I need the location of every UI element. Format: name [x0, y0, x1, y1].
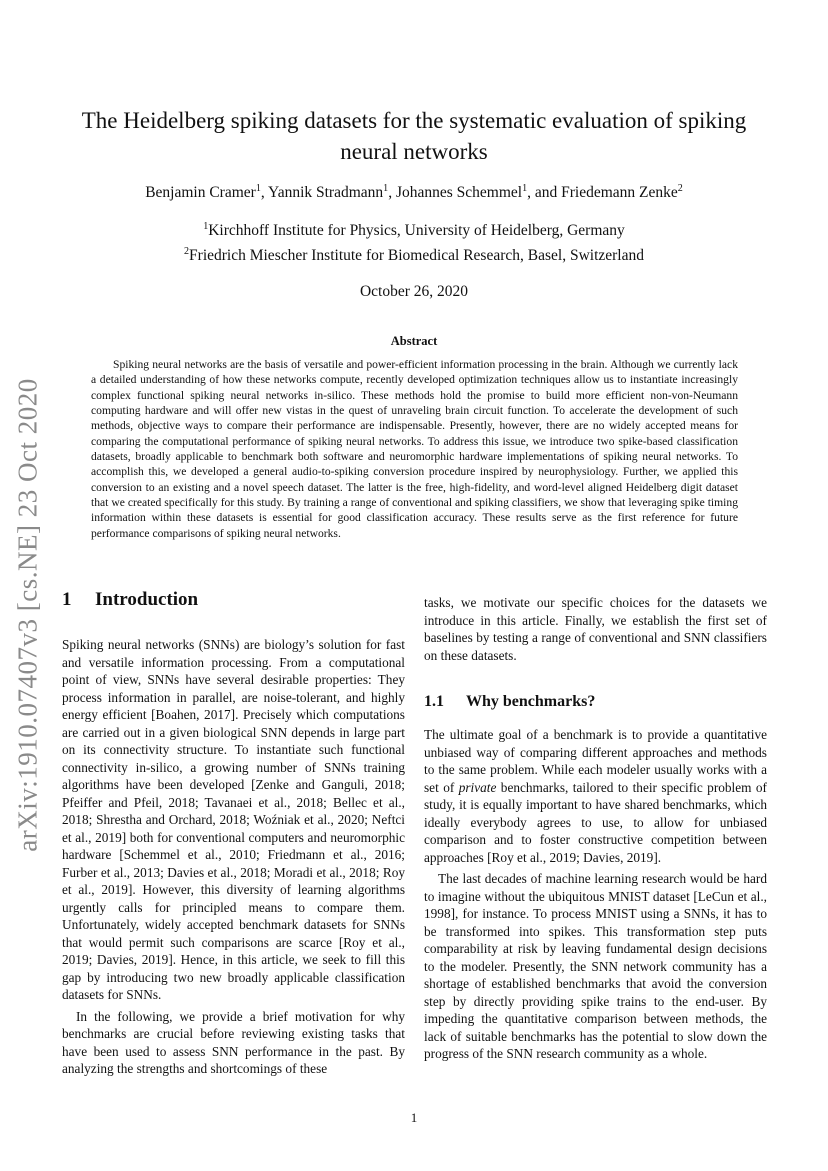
paragraph: In the following, we provide a brief motivation for why benchmarks are crucial before reviewing existing tasks that have been used to assess SNN performance in the past. By analyzing the strengths and shortcomings of these [62, 1008, 405, 1076]
author-list [80, 183, 748, 202]
author: Yannik Stradmann$^1$, [268, 183, 396, 202]
section-heading: 1 Introduction [62, 589, 199, 610]
author: Friedemann Zenke$^2$ [561, 183, 683, 202]
right-column [424, 594, 767, 1063]
abstract-heading: Abstract [390, 334, 438, 348]
paragraph: The last decades of machine learning research would be hard to imagine without the ubiquitous MNIST dataset [LeCun et al., 1998], for instance. To process MNIST using a SNNs, it has to be transformed into spikes. This transformation step puts comparability at risk by leaving fundamental design decisions to the modeler. Presently, the SNN network community has a shortage of established benchmarks that avoid the conversion step by directly providing spike trains to the end-user. By impeding the quantitative comparison between methods, the lack of suitable benchmarks has the potential to slow down the progress of the SNN research community as a whole. [424, 871, 767, 1061]
arxiv-identifier: arXiv:1910.07407v3 [cs.NE] 23 Oct 2020 [12, 378, 43, 852]
arxiv-stamp [6, 365, 50, 865]
page-number: 1 [410, 1110, 418, 1125]
subsection-heading: 1.1 Why benchmarks? [424, 693, 596, 710]
paragraph: The ultimate goal of a benchmark is to provide a quantitative unbiased way of comparing different approaches and methods to the same problem. While each modeler usually works with a set of private benchmarks, tailored to their specific problem of study, it is equally important to have shared benchmarks, which ideally everybody agrees to use, to allow for unbiased comparison and to foster constructive competition between approaches [Roy et al., 2019; Davies, 2019]. [424, 727, 767, 865]
publication-date: October 26, 2020 [359, 283, 469, 300]
affiliation: $^2$Friedrich Miescher Institute for Biomedical Research, Basel, Switzerland [184, 246, 644, 265]
affiliation: $^1$Kirchhoff Institute for Physics, University of Heidelberg, Germany [203, 221, 625, 240]
affiliations [80, 216, 748, 266]
author: Johannes Schemmel$^1$, and [395, 183, 562, 202]
left-column [62, 588, 405, 1078]
paragraph: tasks, we motivate our specific choices for the datasets we introduce in this article. Finally, we establish the first set of baselines by testing a range of conventional and SNN classifiers on these datasets. [424, 595, 767, 663]
paragraph: Spiking neural networks (SNNs) are biology’s solution for fast and versatile information processing. From a computational point of view, SNNs have several desirable properties: They process information in parallel, are noise-tolerant, and highly energy efficient [Boahen, 2017]. Precisely which computations are carried out in a given biological SNN depends in large part on its connectivity structure. To instantiate such functional connectivity in-silico, a growing number of SNNs training algorithms have been developed [Zenke and Ganguli, 2018; Pfeiffer and Pfeil, 2018; Tavanaei et al., 2018; Bellec et al., 2018; Shrestha and Orchard, 2018; Woźniak et al., 2020; Neftci et al., 2019] both for conventional computers and neuromorphic hardware [Schemmel et al., 2010; Friedmann et al., 2016; Furber et al., 2013; Davies et al., 2018; Moradi et al., 2018; Roy et al., 2019]. However, this diversity of learning algorithms urgently calls for principled means to compare them. Unfortunately, widely accepted benchmark datasets for SNNs that would permit such comparisons are scarce [Roy et al., 2019; Davies, 2019]. Hence, in this article, we seek to fill this gap by introducing two new broadly applicable classification datasets for SNNs. [62, 637, 405, 1002]
author: Benjamin Cramer$^1$, [145, 183, 269, 202]
abstract-body: Spiking neural networks are the basis of versatile and power-efficient information processing in the brain. Although we currently lack a detailed understanding of how these networks compute, recently developed optimization techniques allow us to instantiate increasingly complex functional spiking neural networks in-silico. These methods hold the promise to build more efficient non-von-Neumann computing hardware and will offer new vistas in the quest of unraveling brain circuit function. To accelerate the development of such methods, objective ways to compare their performance are indispensable. Presently, however, there are no widely accepted means for comparing the computational performance of spiking neural networks. To address this issue, we introduce two spike-based classification datasets, broadly applicable to benchmark both software and neuromorphic hardware implementations of spiking neural networks. To accomplish this, we developed a general audio-to-spiking conversion procedure inspired by neurophysiology. Further, we applied this conversion to an existing and a novel speech dataset. The latter is the free, high-fidelity, and word-level aligned Heidelberg digit dataset that we created specifically for this study. By training a range of conventional and spiking classifiers, we show that leveraging spike timing information within these datasets is essential for good classification accuracy. These results serve as the first reference for future performance comparisons of spiking neural networks. [91, 358, 738, 540]
paper-title: The Heidelberg spiking datasets for the systematic evaluation of spiking neural networks [81, 108, 747, 164]
